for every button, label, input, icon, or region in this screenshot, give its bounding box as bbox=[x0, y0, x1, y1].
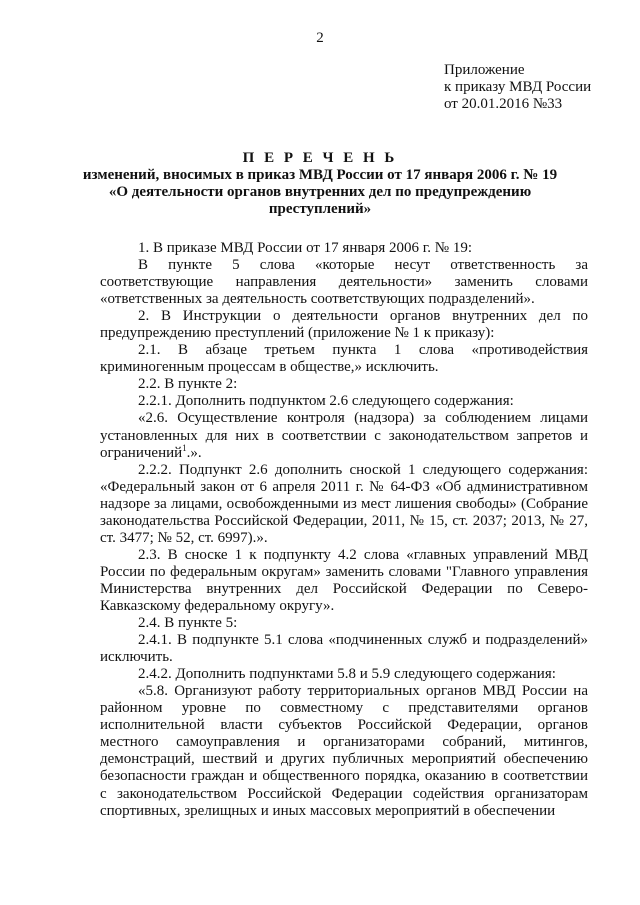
paragraph-6: 2.2.1. Дополнить подпунктом 2.6 следующего содержания: bbox=[138, 393, 514, 410]
paragraph-13: «5.8. Организуют работу территориальных органов МВД России на районном уровне по совместному с представителями органов исполнительной власти субъектов Российской Федерации, органов местного самоуправления и организаторами собраний, митингов, демонстраций, шествий и других публичных мероприятий обеспечению безопасности граждан и общественного порядка, оказанию в соответствии с законодательством Российской Федерации содействия организаторам спортивных, зрелищных и иных массовых мероприятий в обеспечении bbox=[100, 683, 588, 819]
paragraph-4: 2.1. В абзаце третьем пункта 1 слова «противодействия криминогенным процессам в обществе,» исключить. bbox=[100, 342, 588, 376]
appendix-line-2: к приказу МВД России bbox=[444, 79, 592, 95]
paragraph-7-text: «2.6. Осуществление контроля (надзора) за соблюдением лицами установленных для них в соответствии с законодательством запретов и ограничений bbox=[100, 410, 588, 461]
paragraph-9: 2.3. В сноске 1 к подпункту 4.2 слова «главных управлений МВД России по федеральным округам» заменить словами "Главного управления Министерства внутренних дел Российской Федерации по Северо-Кавказскому федеральному округу». bbox=[100, 546, 588, 614]
appendix-block bbox=[444, 62, 591, 113]
paragraph-11: 2.4.1. В подпункте 5.1 слова «подчиненных служб и подразделений» исключить. bbox=[100, 632, 588, 666]
paragraph-1: 1. В приказе МВД России от 17 января 2006 г. № 19: bbox=[138, 240, 472, 256]
paragraph-7-end: .». bbox=[186, 444, 202, 461]
appendix-line-3: от 20.01.2016 №33 bbox=[444, 96, 563, 112]
paragraph-5: 2.2. В пункте 2: bbox=[138, 376, 238, 393]
document-body bbox=[100, 240, 588, 820]
footnote-ref: 1 bbox=[182, 442, 187, 453]
paragraph-10: 2.4. В пункте 5: bbox=[138, 615, 238, 632]
paragraph-2: В пункте 5 слова «которые несут ответственность за соответствующие направления деятельности» заменить словами «ответственных за деятельность соответствующих подразделений». bbox=[100, 257, 588, 308]
document-title: П Е Р Е Ч Е Н Ь bbox=[242, 150, 398, 166]
subtitle-line-2: «О деятельности органов внутренних дел по предупреждению bbox=[108, 184, 532, 200]
subtitle-line-1: изменений, вносимых в приказ МВД России от 17 января 2006 г. № 19 bbox=[82, 167, 558, 183]
page-number: 2 bbox=[316, 30, 324, 46]
document-subtitle bbox=[70, 167, 570, 218]
paragraph-3: 2. В Инструкции о деятельности органов внутренних дел по предупреждению преступлений (приложение № 1 к приказу): bbox=[100, 308, 588, 342]
subtitle-line-3: преступлений» bbox=[268, 201, 372, 217]
paragraph-8: 2.2.2. Подпункт 2.6 дополнить сноской 1 следующего содержания: «Федеральный закон от 6 апреля 2011 г. № 64-ФЗ «Об административном надзоре за лицами, освобожденными из мест лишения свободы» (Собрание законодательства Российской Федерации, 2011, № 15, ст. 2037; 2013, № 27, ст. 3477; № 52, ст. 6997).». bbox=[100, 461, 588, 546]
appendix-line-1: Приложение bbox=[444, 62, 525, 78]
paragraph-12: 2.4.2. Дополнить подпунктами 5.8 и 5.9 следующего содержания: bbox=[138, 666, 556, 683]
paragraph-7 bbox=[100, 410, 588, 461]
